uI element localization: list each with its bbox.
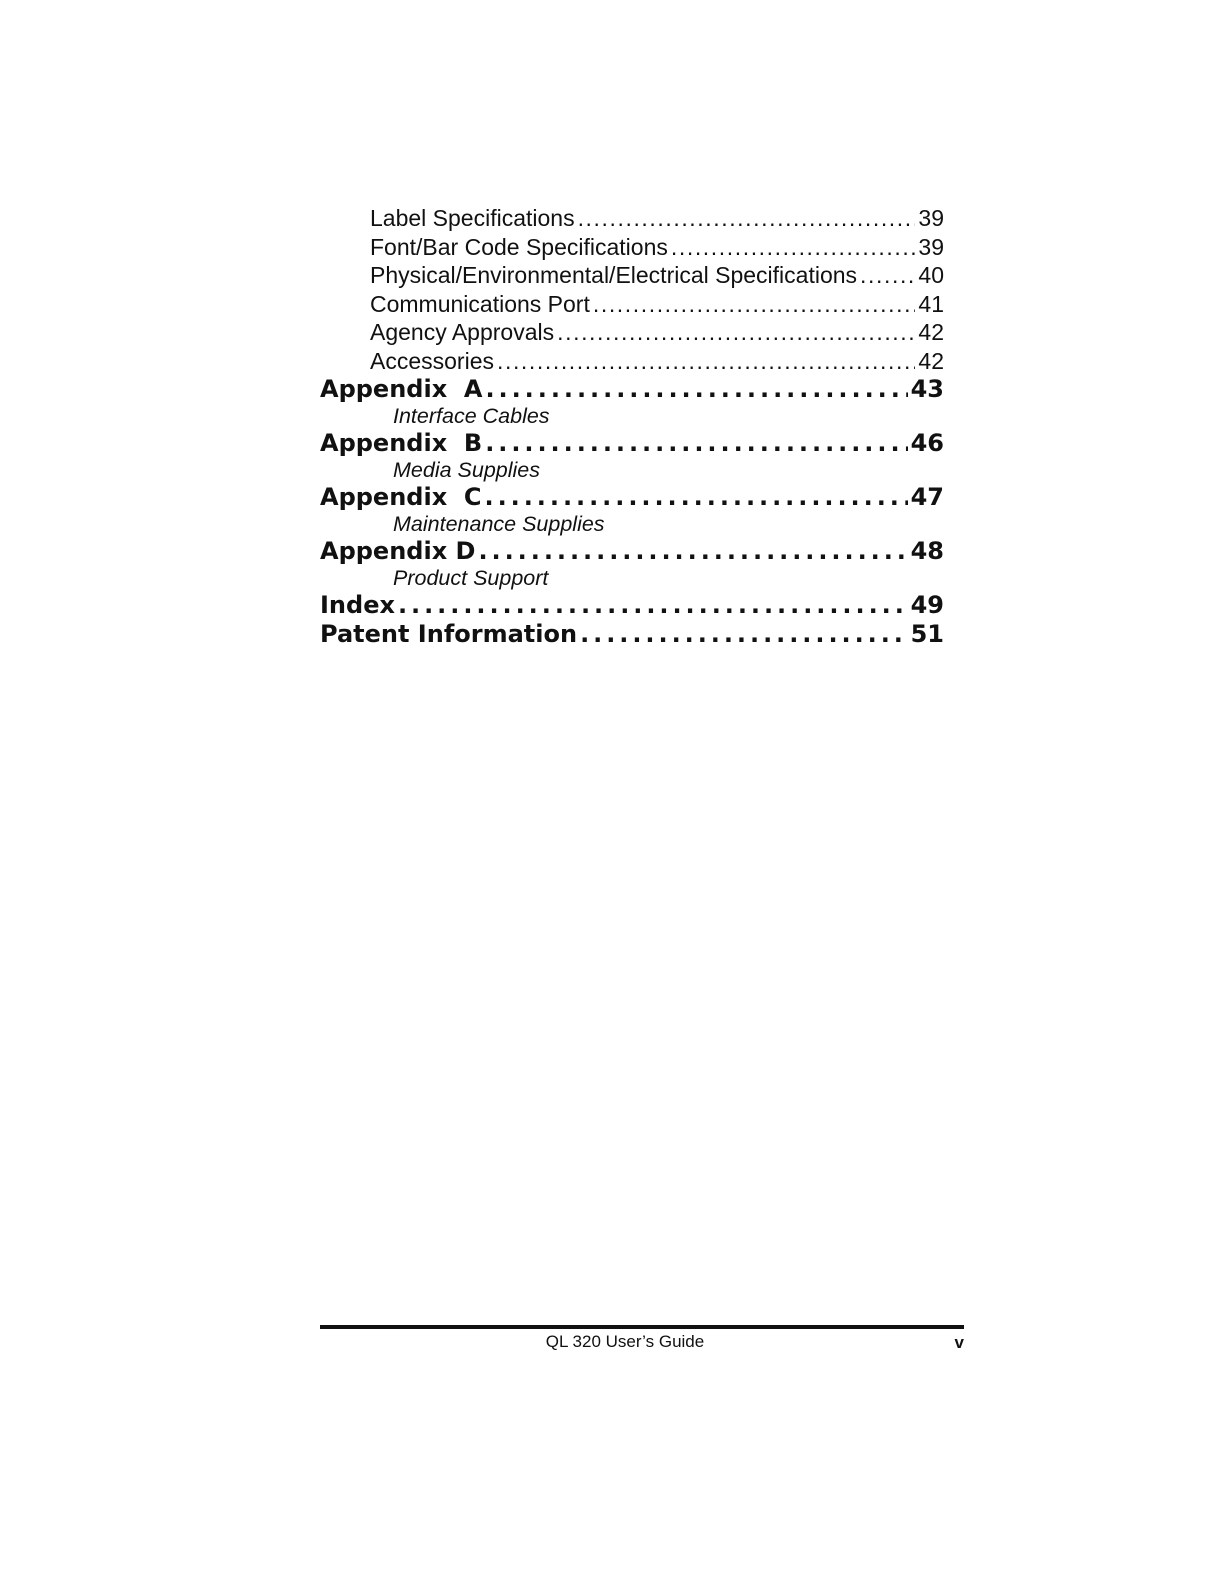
dot-leader (485, 429, 907, 458)
dot-leader (860, 261, 915, 290)
toc-entry-appendix-a[interactable] (320, 375, 944, 404)
toc-page-number: 42 (918, 319, 944, 345)
toc-entry-agency-approvals[interactable] (370, 318, 944, 347)
toc-entry-description: Maintenance Supplies (393, 512, 605, 536)
toc-entry-communications-port[interactable] (370, 290, 944, 319)
footer-page-number: v (954, 1333, 964, 1352)
toc-page-number: 39 (918, 205, 944, 231)
dot-leader (485, 375, 907, 404)
footer-rule (320, 1325, 964, 1329)
toc-page-number: 41 (918, 290, 944, 317)
toc-entry-title: Appendix D (320, 537, 476, 565)
toc-entry-physical-environmental-electrical[interactable] (370, 261, 944, 290)
dot-leader (557, 318, 915, 347)
footer-guide-title: QL 320 User’s Guide (545, 1332, 705, 1351)
toc-page-number: 40 (918, 262, 944, 288)
toc-page-number: 48 (910, 537, 944, 565)
toc-entry-description: Interface Cables (393, 404, 550, 428)
toc-entry-title: Label Specifications (370, 205, 575, 231)
toc-entry-title: Physical/Environmental/Electrical Specifications (370, 262, 858, 288)
dot-leader (593, 290, 916, 319)
toc-entry-title: Index (320, 591, 395, 619)
toc-page-number: 39 (918, 233, 944, 260)
toc-entry-appendix-c[interactable] (320, 483, 944, 512)
toc-page-number: 42 (918, 347, 944, 374)
dot-leader (485, 483, 908, 512)
toc-page-number: 47 (910, 483, 944, 511)
dot-leader (398, 591, 908, 620)
toc-page-number: 43 (910, 375, 944, 403)
table-of-contents (320, 204, 944, 649)
toc-entry-label-specifications[interactable] (370, 204, 944, 233)
toc-page-number: 51 (910, 620, 944, 648)
toc-entry-title: Patent Information (320, 620, 578, 648)
toc-entry-title: Appendix B (320, 429, 483, 457)
toc-entry-appendix-b[interactable] (320, 429, 944, 458)
toc-entry-title: Font/Bar Code Specifications (370, 233, 668, 260)
toc-entry-accessories[interactable] (370, 347, 944, 376)
toc-entry-patent-information[interactable] (320, 620, 944, 649)
toc-entry-font-bar-code-specifications[interactable] (370, 233, 944, 262)
dot-leader (478, 537, 907, 566)
toc-page-number: 46 (910, 429, 944, 457)
toc-entry-description: Media Supplies (393, 458, 541, 482)
toc-entry-index[interactable] (320, 591, 944, 620)
toc-entry-appendix-d[interactable] (320, 537, 944, 566)
dot-leader (497, 347, 915, 376)
toc-entry-title: Agency Approvals (370, 319, 555, 345)
dot-leader (580, 620, 908, 649)
dot-leader (578, 204, 916, 233)
toc-entry-title: Appendix C (320, 483, 482, 511)
toc-entry-title: Appendix A (320, 375, 483, 403)
toc-entry-title: Accessories (370, 347, 494, 374)
toc-entry-description: Product Support (393, 566, 549, 590)
toc-page-number: 49 (910, 591, 944, 619)
dot-leader (671, 233, 916, 262)
toc-entry-title: Communications Port (370, 290, 590, 317)
